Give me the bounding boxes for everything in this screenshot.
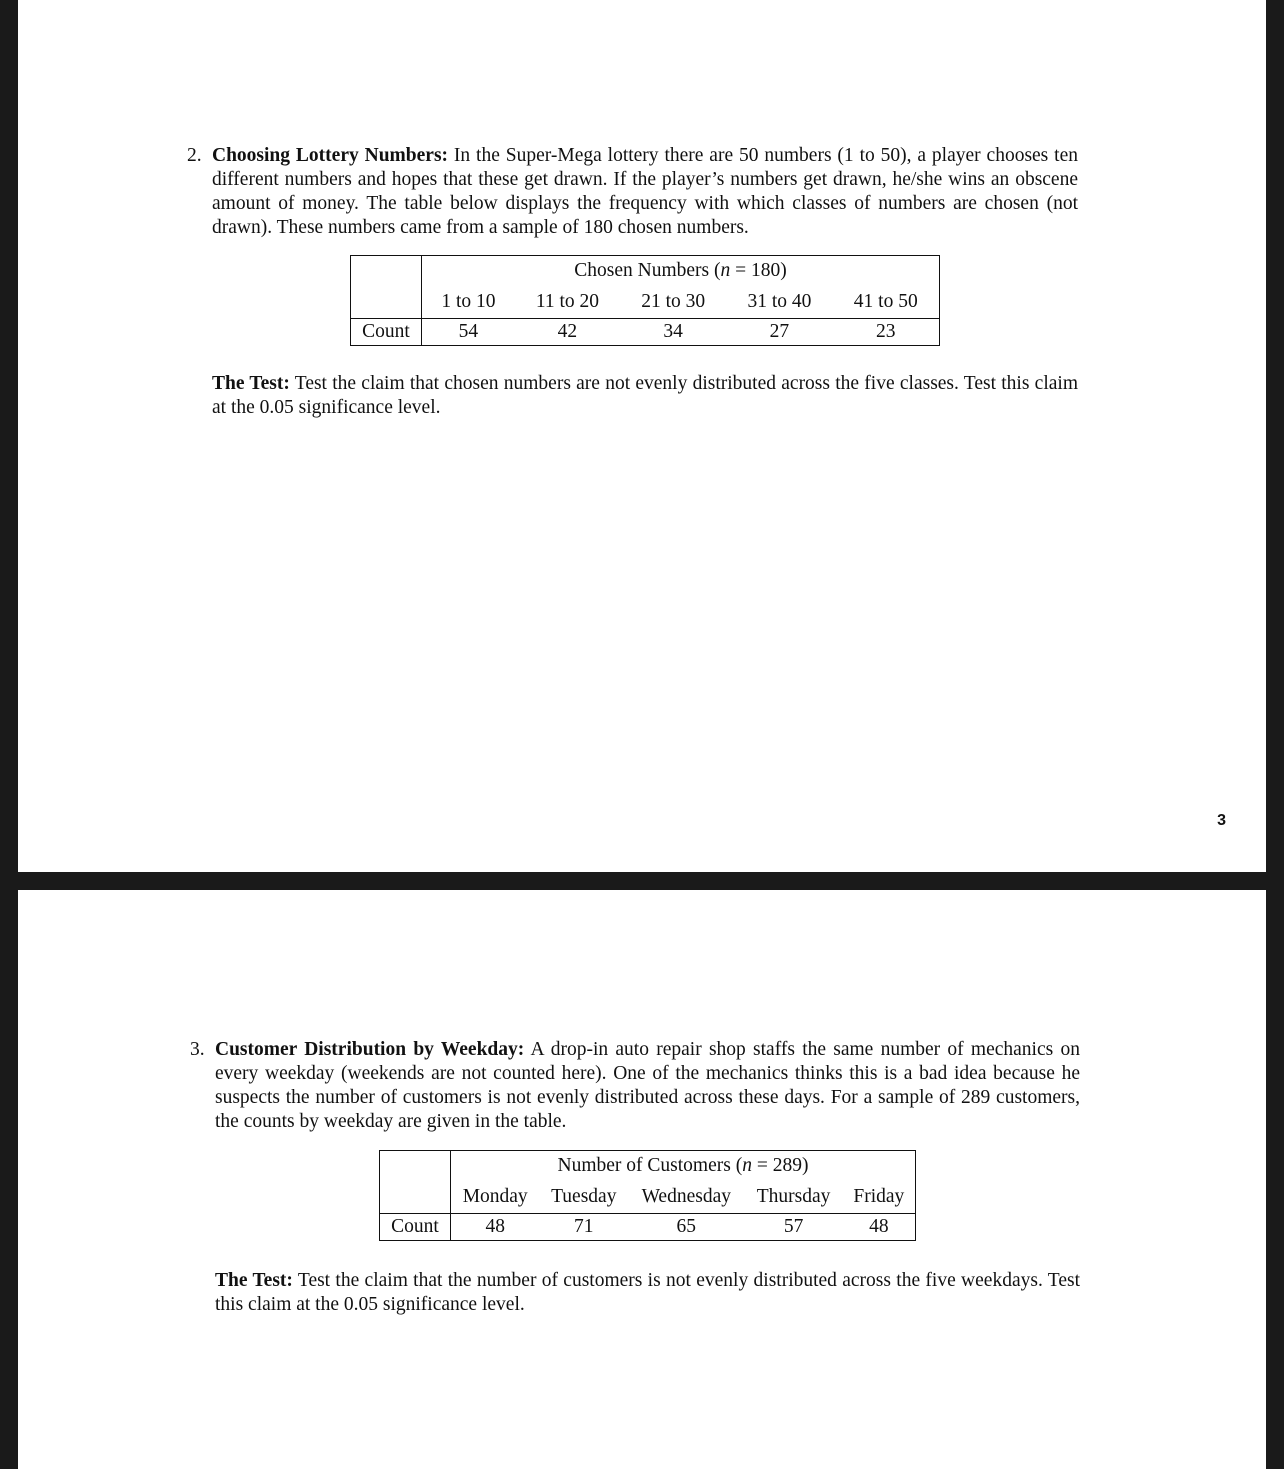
count-cell: 54 xyxy=(422,319,515,346)
category-header: Thursday xyxy=(756,1186,831,1207)
problem-statement xyxy=(215,1038,1080,1134)
count-cell: 23 xyxy=(833,319,940,346)
test-label: The Test: xyxy=(215,1270,293,1291)
problem-title: Choosing Lottery Numbers: xyxy=(212,145,449,166)
count-cell: 48 xyxy=(843,1214,916,1241)
document-page-1 xyxy=(18,0,1266,872)
category-header: Tuesday xyxy=(551,1186,617,1207)
problem-number: 3. xyxy=(190,1039,205,1060)
category-header: Friday xyxy=(853,1186,905,1207)
test-instructions-2 xyxy=(212,372,1078,420)
problem-3 xyxy=(190,1038,1080,1134)
test-label: The Test: xyxy=(212,373,290,394)
problem-2 xyxy=(187,144,1078,240)
table-corner xyxy=(351,256,422,287)
count-cell: 57 xyxy=(744,1214,842,1241)
category-header: 21 to 30 xyxy=(641,291,706,312)
problem-text: A drop-in auto repair shop staffs the same number of mechanics on every weekday (weekends are not counted here). One of the mechanics thinks this is a bad idea because he suspects the number of customers is not evenly distributed across these days. For a sample of 289 customers, the counts by weekday are given in the table. xyxy=(215,1039,1080,1132)
table-corner xyxy=(380,1151,451,1182)
count-cell: 34 xyxy=(620,319,726,346)
category-header: 31 to 40 xyxy=(747,291,812,312)
row-label-count: Count xyxy=(380,1214,451,1241)
table-stub xyxy=(380,1181,451,1214)
test-instructions-3 xyxy=(215,1269,1080,1317)
category-header: 1 to 10 xyxy=(441,291,496,312)
document-page-2 xyxy=(18,890,1266,1469)
count-cell: 48 xyxy=(451,1214,540,1241)
category-header: 11 to 20 xyxy=(535,291,600,312)
table-caption: Number of Customers (n = 289) xyxy=(557,1155,809,1176)
lottery-frequency-table xyxy=(350,255,940,346)
problem-statement xyxy=(212,144,1078,240)
count-cell: 71 xyxy=(539,1214,628,1241)
category-header: Wednesday xyxy=(641,1186,731,1207)
problem-number: 2. xyxy=(187,145,202,166)
problem-title: Customer Distribution by Weekday: xyxy=(215,1039,525,1060)
row-label-count: Count xyxy=(351,319,422,346)
count-cell: 65 xyxy=(628,1214,744,1241)
count-cell: 27 xyxy=(726,319,832,346)
count-cell: 42 xyxy=(515,319,620,346)
table-stub xyxy=(351,286,422,319)
test-text: Test the claim that the number of customers is not evenly distributed across the five weekdays. Test this claim at the 0.05 significance level. xyxy=(215,1270,1080,1315)
table-caption: Chosen Numbers (n = 180) xyxy=(574,260,787,281)
page-number: 3 xyxy=(1217,812,1226,829)
category-header: Monday xyxy=(462,1186,528,1207)
problem-text: In the Super-Mega lottery there are 50 numbers (1 to 50), a player chooses ten different numbers and hopes that these get drawn. If the player’s numbers get drawn, he/she wins an obscene amount of money. The table below displays the frequency with which classes of numbers are chosen (not drawn). These numbers came from a sample of 180 chosen numbers. xyxy=(212,145,1078,238)
test-text: Test the claim that chosen numbers are not evenly distributed across the five classes. Test this claim at the 0.05 significance level. xyxy=(212,373,1078,418)
category-header: 41 to 50 xyxy=(853,291,918,312)
customer-frequency-table xyxy=(379,1150,916,1241)
